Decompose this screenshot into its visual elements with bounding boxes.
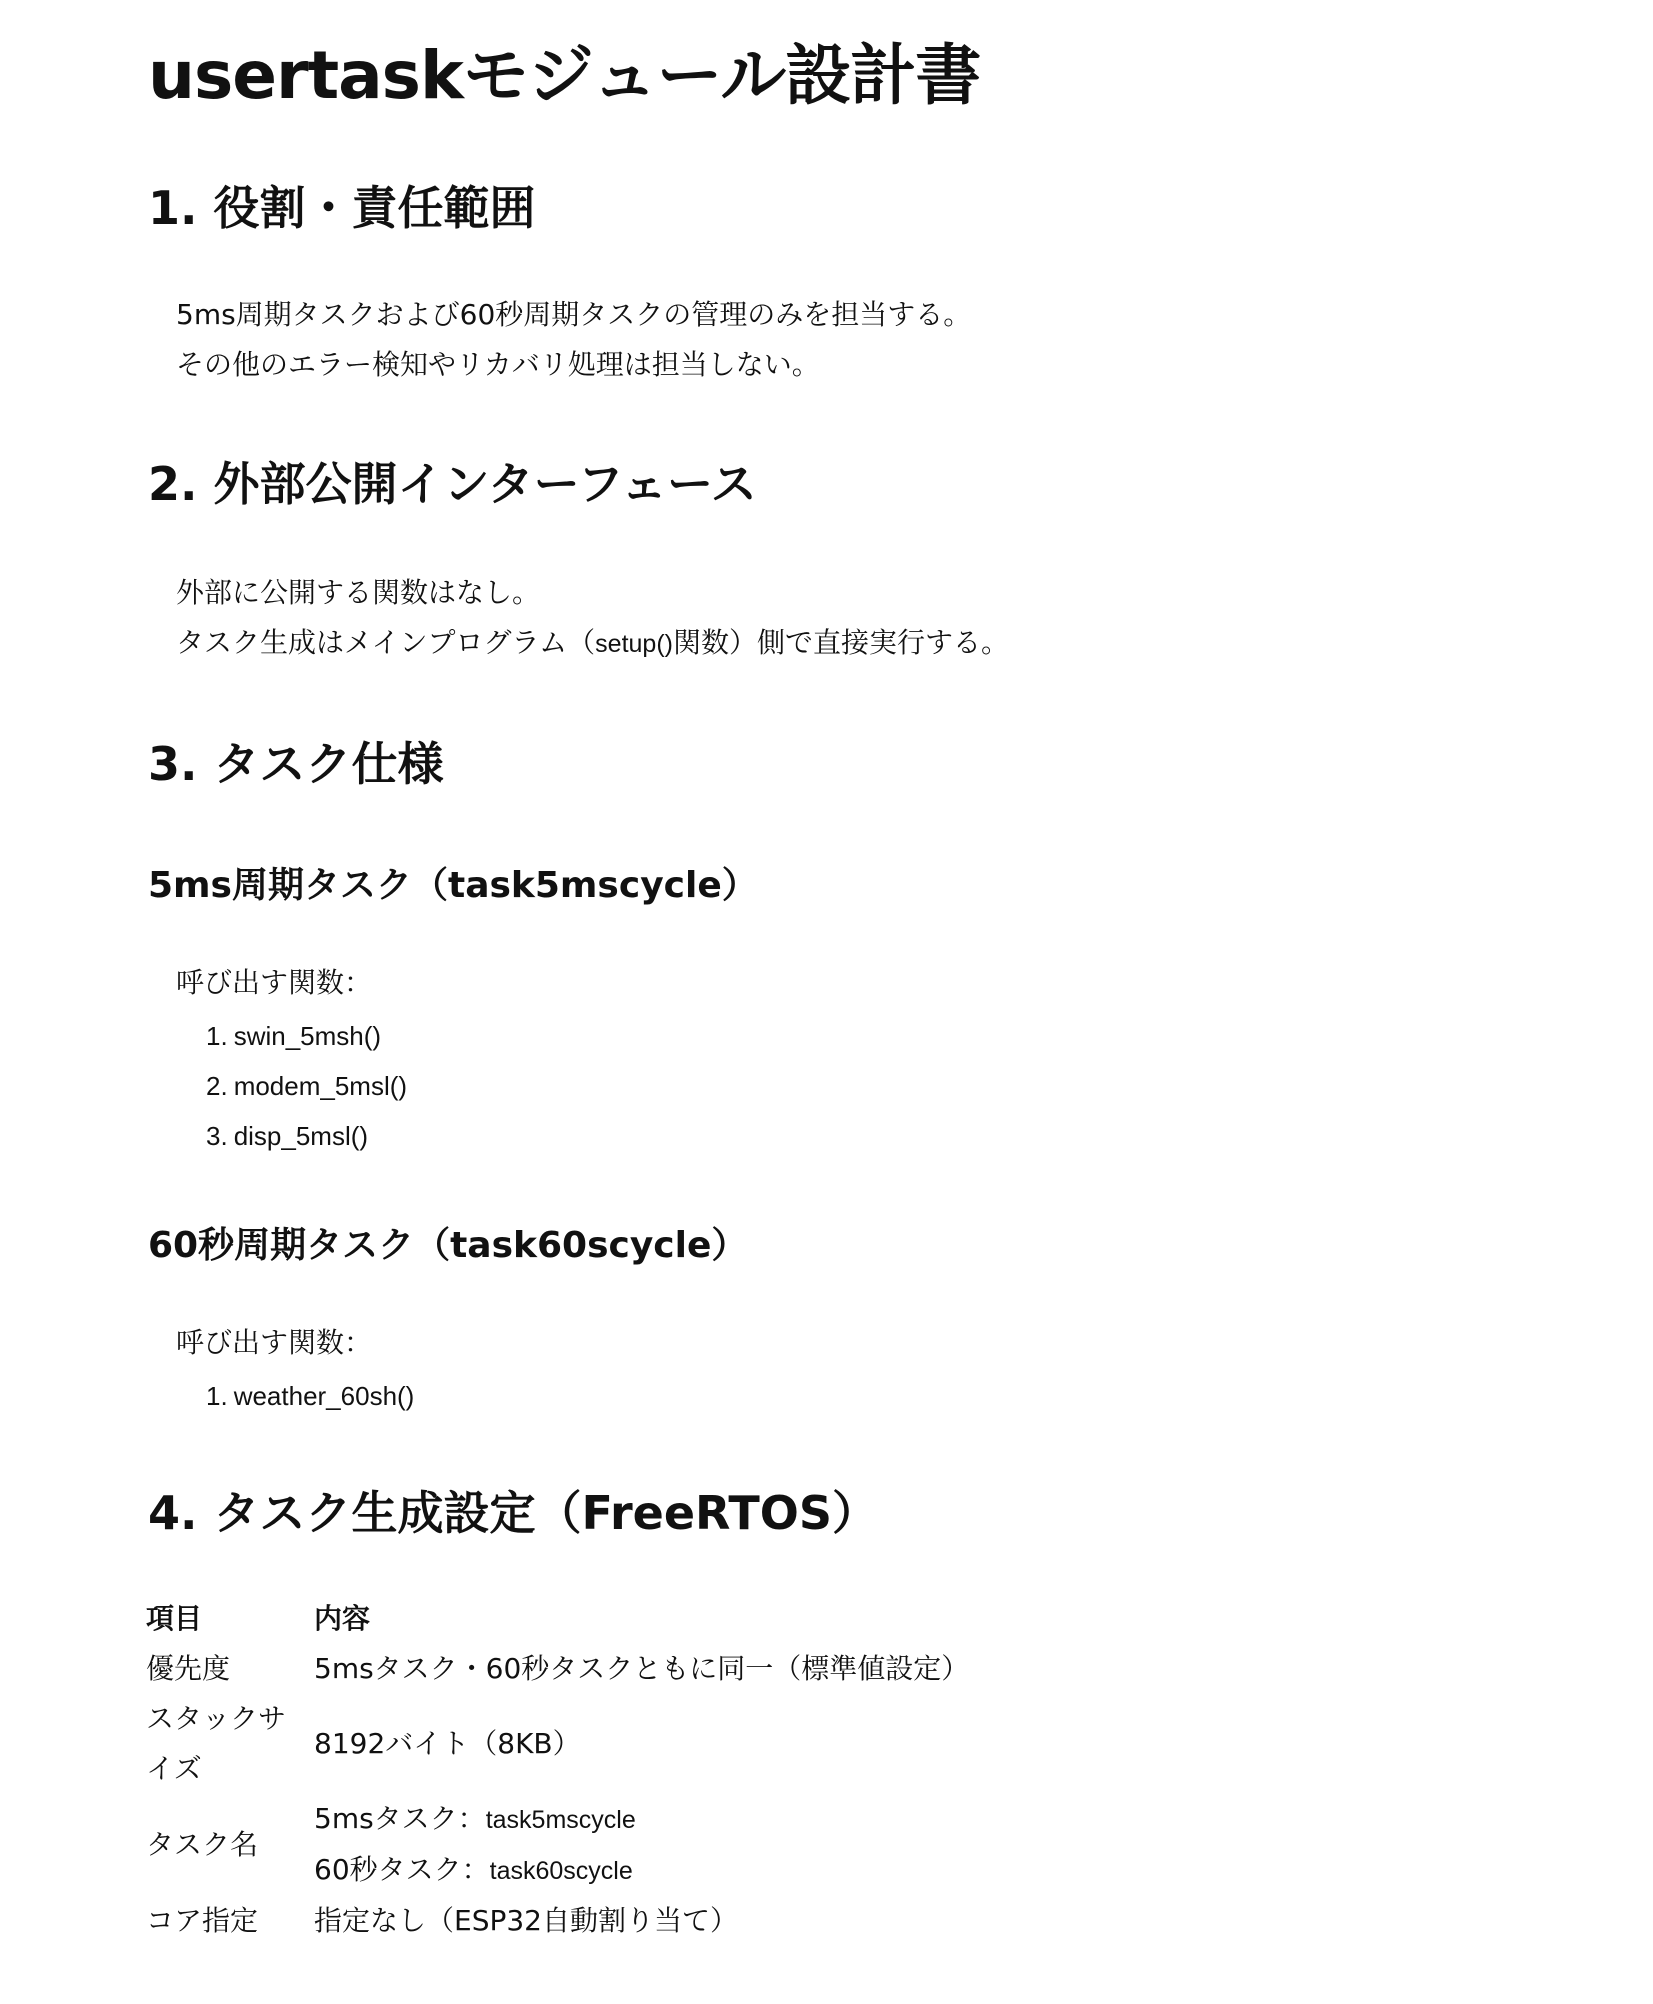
section-3-heading: 3. タスク仕様 [148, 737, 444, 791]
section-2-line-1: 外部に公開する関数はなし。 [176, 576, 541, 609]
row-key-stack [146, 1694, 314, 1794]
task60-lead [176, 1318, 372, 1368]
section-2-line-2-pre: タスク生成はメインプログラム（ [176, 626, 596, 659]
section-2-body [176, 568, 1009, 669]
task-name-line-1-label: 5msタスク： [314, 1802, 486, 1835]
section-2-line-2-post: 関数）側で直接実行する。 [672, 626, 1009, 659]
list-item-function: weather_60sh() [233, 1381, 415, 1411]
task5-lead-text: 呼び出す関数： [176, 966, 373, 999]
list-item-number: 1. [206, 1021, 228, 1051]
task-name-line-2-label: 60秒タスク： [314, 1853, 490, 1886]
table-header-row [146, 1594, 969, 1644]
document-title: usertaskモジュール設計書 [148, 37, 981, 114]
row-key-stack-line-2: イズ [146, 1752, 202, 1785]
task5-function-list [206, 1011, 407, 1161]
table-header-item: 項目 [146, 1602, 203, 1635]
list-item-number: 3. [206, 1121, 228, 1151]
task-name-line-1 [314, 1794, 969, 1845]
list-item-number: 1. [206, 1381, 228, 1411]
task5-lead [176, 958, 372, 1008]
task-name-line-2-code: task60scycle [489, 1857, 633, 1885]
section-1-line-2: その他のエラー検知やリカバリ処理は担当しない。 [176, 348, 820, 381]
task60-function-list [206, 1371, 414, 1421]
list-item-function: disp_5msl() [233, 1121, 369, 1151]
list-item [206, 1111, 407, 1161]
row-value-priority: 5msタスク・60秒タスクともに同一（標準値設定） [314, 1652, 970, 1685]
task60-lead-text: 呼び出す関数： [176, 1326, 373, 1359]
table-row [146, 1694, 969, 1794]
table-row [146, 1794, 969, 1896]
row-value-task-name [314, 1794, 969, 1896]
row-value-stack: 8192バイト（8KB） [314, 1727, 581, 1760]
task-name-line-1-code: task5mscycle [485, 1806, 636, 1834]
list-item [206, 1061, 407, 1111]
list-item-function: swin_5msh() [233, 1021, 382, 1051]
section-2-line-2 [176, 618, 1009, 669]
task-name-line-2 [314, 1845, 969, 1896]
section-1-body [176, 290, 971, 390]
row-value-core: 指定なし（ESP32自動割り当て） [314, 1904, 738, 1937]
table-row [146, 1896, 969, 1946]
section-2-heading: 2. 外部公開インターフェース [148, 457, 757, 511]
row-key-task-name: タスク名 [146, 1828, 259, 1861]
table-row [146, 1644, 969, 1694]
section-1-line-1: 5ms周期タスクおよび60秒周期タスクの管理のみを担当する。 [176, 298, 972, 331]
row-key-core: コア指定 [146, 1904, 259, 1937]
list-item-function: modem_5msl() [233, 1071, 408, 1101]
list-item-number: 2. [206, 1071, 228, 1101]
row-key-priority: 優先度 [146, 1652, 231, 1685]
table-header-content: 内容 [314, 1602, 371, 1635]
section-4-heading: 4. タスク生成設定（FreeRTOS） [148, 1486, 879, 1540]
section-1-heading: 1. 役割・責任範囲 [148, 181, 536, 235]
task60-heading: 60秒周期タスク（task60scycle） [148, 1225, 748, 1266]
task-settings-table [146, 1594, 969, 1946]
list-item [206, 1011, 407, 1061]
row-key-stack-line-1: スタックサ [146, 1702, 287, 1735]
setup-function-name: setup() [595, 630, 673, 658]
task5-heading: 5ms周期タスク（task5mscycle） [148, 865, 758, 906]
list-item [206, 1371, 414, 1421]
